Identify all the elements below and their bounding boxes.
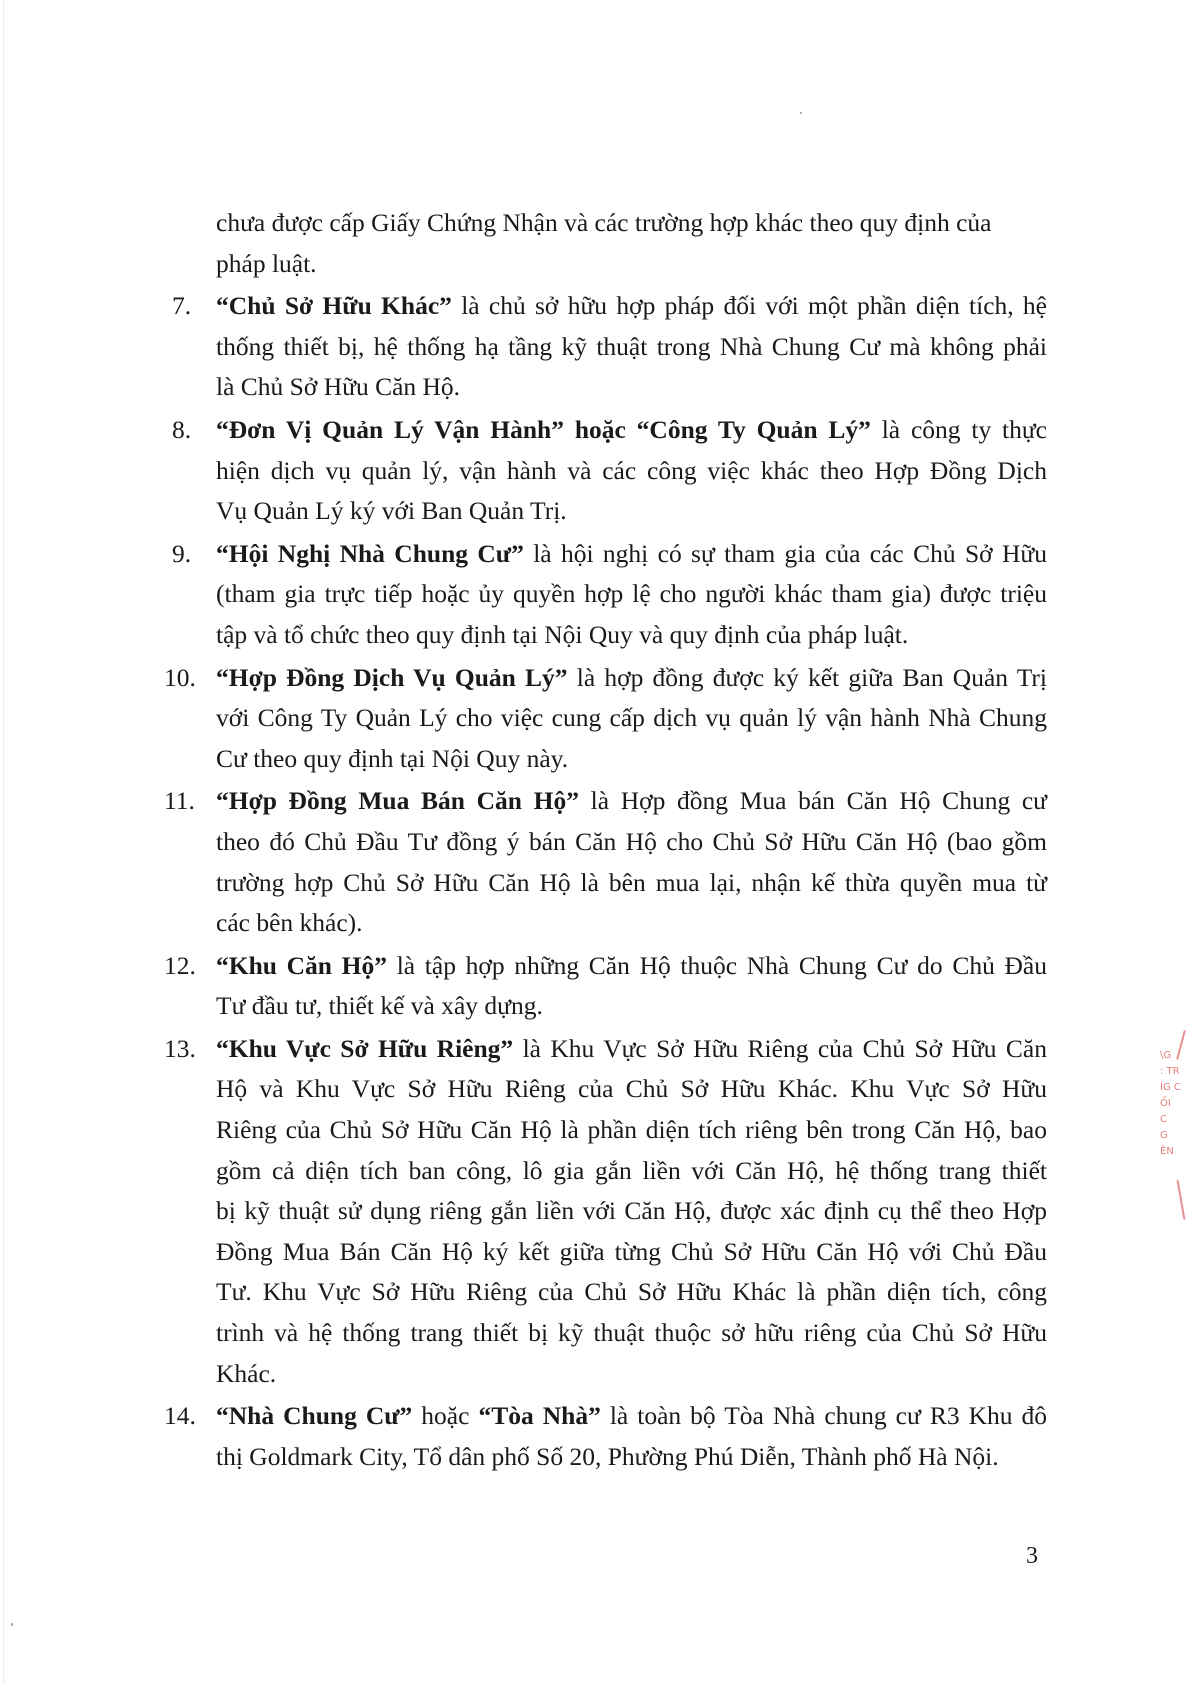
item-line <box>216 286 1047 327</box>
item-line <box>216 903 1047 944</box>
defined-term: “Tòa Nhà” <box>478 1401 601 1431</box>
item-number: 10. <box>164 662 196 692</box>
item-line <box>216 781 1047 822</box>
scan-speck <box>11 1623 13 1626</box>
definition-text: hoặc <box>412 1401 479 1431</box>
definition-text: là toàn bộ Tòa Nhà chung cư R3 Khu đô <box>600 1401 1048 1431</box>
defined-term: “Khu Căn Hộ” <box>216 950 388 980</box>
definition-text: các bên khác). <box>216 908 363 938</box>
item-text <box>216 658 1047 780</box>
item-text <box>216 781 1047 943</box>
definition-item <box>172 286 1047 408</box>
item-line <box>216 1396 1047 1437</box>
definition-text: gồm cả diện tích ban công, lô gia gắn liền với Căn Hộ, hệ thống trang thiết <box>216 1155 1047 1185</box>
stamp-text-line: : TR <box>1160 1066 1180 1077</box>
definition-text: hiện dịch vụ quản lý, vận hành và các công việc khác theo Hợp Đồng Dịch <box>216 455 1047 485</box>
defined-term: “Nhà Chung Cư” <box>216 1401 413 1431</box>
item-line <box>216 1191 1047 1232</box>
item-line <box>216 1272 1047 1313</box>
definition-text: là hợp đồng được ký kết giữa Ban Quản Trị <box>567 662 1048 692</box>
item-line <box>216 739 1047 780</box>
definition-item <box>172 410 1047 532</box>
definition-text: thống thiết bị, hệ thống hạ tầng kỹ thuật trong Nhà Chung Cư mà không phải <box>216 331 1047 361</box>
stamp-stroke <box>1177 1180 1186 1220</box>
item-number: 7. <box>172 291 192 321</box>
item-line <box>216 1029 1047 1070</box>
definition-text: là Hợp đồng Mua bán Căn Hộ Chung cư <box>578 786 1047 816</box>
document-body <box>164 203 1048 1477</box>
item-line <box>216 1232 1047 1273</box>
definition-text: với Công Ty Quản Lý cho việc cung cấp dịch vụ quản lý vận hành Nhà Chung <box>216 703 1047 733</box>
definition-text: trường hợp Chủ Sở Hữu Căn Hộ là bên mua lại, nhận kế thừa quyền mua từ <box>216 867 1047 897</box>
definition-text: Vụ Quản Lý ký với Ban Quản Trị. <box>216 496 567 526</box>
definition-text: thị Goldmark City, Tổ dân phố Số 20, Phường Phú Diễn, Thành phố Hà Nội. <box>216 1441 999 1471</box>
item-line <box>216 574 1047 615</box>
definition-text: Tư đầu tư, thiết kế và xây dựng. <box>216 991 543 1021</box>
red-stamp-fragment <box>1160 1030 1190 1220</box>
definition-text: Khác. <box>216 1358 277 1388</box>
item-number: 13. <box>164 1033 196 1063</box>
item-line <box>216 863 1047 904</box>
item-number: 14. <box>164 1401 196 1431</box>
definition-text: là Khu Vực Sở Hữu Riêng của Chủ Sở Hữu Căn <box>513 1033 1047 1063</box>
defined-term: “Đơn Vị Quản Lý Vận Hành” hoặc “Công Ty Quản Lý” <box>216 414 871 444</box>
item-text <box>216 534 1047 656</box>
definition-text: Cư theo quy định tại Nội Quy này. <box>216 743 569 773</box>
item-line <box>216 534 1047 575</box>
item-line <box>216 491 1047 532</box>
definition-text: trình và hệ thống trang thiết bị kỹ thuật thuộc sở hữu riêng của Chủ Sở Hữu <box>216 1318 1047 1348</box>
page-number: 3 <box>1026 1543 1038 1569</box>
stamp-text-line: G <box>1160 1130 1168 1141</box>
item-line <box>216 946 1047 987</box>
item-line <box>216 1110 1047 1151</box>
definition-item <box>164 1029 1047 1394</box>
item-line <box>216 986 1047 1027</box>
stamp-text-line: \G <box>1160 1050 1172 1061</box>
defined-term: “Hợp Đồng Dịch Vụ Quản Lý” <box>216 662 568 692</box>
definition-text: Hộ và Khu Vực Sở Hữu Riêng của Chủ Sở Hữu Khác. Khu Vực Sở Hữu <box>216 1074 1047 1104</box>
item-line <box>216 1354 1047 1395</box>
item-line <box>216 1069 1047 1110</box>
item-line <box>216 822 1047 863</box>
definition-item <box>172 534 1047 656</box>
item-text <box>216 946 1047 1027</box>
item-line <box>216 451 1047 492</box>
item-line <box>216 367 1047 408</box>
defined-term: “Chủ Sở Hữu Khác” <box>216 291 452 321</box>
definition-text: Đồng Mua Bán Căn Hộ ký kết giữa từng Chủ Sở Hữu Căn Hộ với Chủ Đầu <box>216 1236 1047 1266</box>
stamp-text-line: C <box>1160 1114 1167 1125</box>
stamp-text <box>1160 1030 1190 1160</box>
item-number: 9. <box>172 538 192 568</box>
item-text <box>216 286 1047 408</box>
intro-line: chưa được cấp Giấy Chứng Nhận và các trường hợp khác theo quy định của <box>216 208 992 237</box>
defined-term: “Hội Nghị Nhà Chung Cư” <box>216 538 524 568</box>
item-line <box>216 658 1047 699</box>
item-line <box>216 410 1047 451</box>
item-line <box>216 327 1047 368</box>
stamp-text-line: ỐI <box>1160 1098 1171 1109</box>
defined-term: “Hợp Đồng Mua Bán Căn Hộ” <box>216 786 579 816</box>
item-line <box>216 1437 1047 1478</box>
definition-item <box>164 1396 1048 1477</box>
item-number: 12. <box>164 950 196 980</box>
definition-text: Riêng của Chủ Sở Hữu Căn Hộ là phần diện tích riêng bên trong Căn Hộ, bao <box>216 1115 1047 1145</box>
item-line <box>216 615 1047 656</box>
item-number: 11. <box>164 786 195 816</box>
item-text <box>216 1396 1047 1477</box>
scan-speck <box>800 112 802 114</box>
item-text <box>216 410 1047 532</box>
definition-text: tập và tổ chức theo quy định tại Nội Quy và quy định của pháp luật. <box>216 619 909 649</box>
scan-edge <box>3 0 4 1683</box>
item-text <box>216 1029 1047 1394</box>
stamp-text-line: ÊN <box>1160 1146 1174 1157</box>
definition-text: là tập hợp những Căn Hộ thuộc Nhà Chung Cư do Chủ Đầu <box>387 950 1047 980</box>
item-number: 8. <box>172 414 192 444</box>
item-line <box>216 1313 1047 1354</box>
definition-text: (tham gia trực tiếp hoặc ủy quyền hợp lệ cho người khác tham gia) được triệu <box>216 579 1047 609</box>
definition-list <box>164 286 1048 1477</box>
intro-line: pháp luật. <box>216 248 317 278</box>
defined-term: “Khu Vực Sở Hữu Riêng” <box>216 1033 514 1063</box>
definition-item <box>164 658 1048 780</box>
definition-item <box>164 946 1047 1027</box>
item-line <box>216 698 1047 739</box>
item-line <box>216 1151 1047 1192</box>
definition-text: theo đó Chủ Đầu Tư đồng ý bán Căn Hộ cho Chủ Sở Hữu Căn Hộ (bao gồm <box>216 826 1047 856</box>
definition-text: bị kỹ thuật sử dụng riêng gắn liền với Căn Hộ, được xác định cụ thể theo Hợp <box>216 1196 1047 1226</box>
definition-text: là Chủ Sở Hữu Căn Hộ. <box>216 372 461 402</box>
definition-text: là công ty thực <box>870 414 1047 444</box>
definition-text: Tư. Khu Vực Sở Hữu Riêng của Chủ Sở Hữu Khác là phần diện tích, công <box>216 1277 1047 1307</box>
definition-item <box>164 781 1047 943</box>
definition-text: là hội nghị có sự tham gia của các Chủ Sở Hữu <box>523 538 1047 568</box>
definition-text: là chủ sở hữu hợp pháp đối với một phần diện tích, hệ <box>451 291 1048 321</box>
stamp-text-line: ÍG C <box>1160 1082 1181 1093</box>
